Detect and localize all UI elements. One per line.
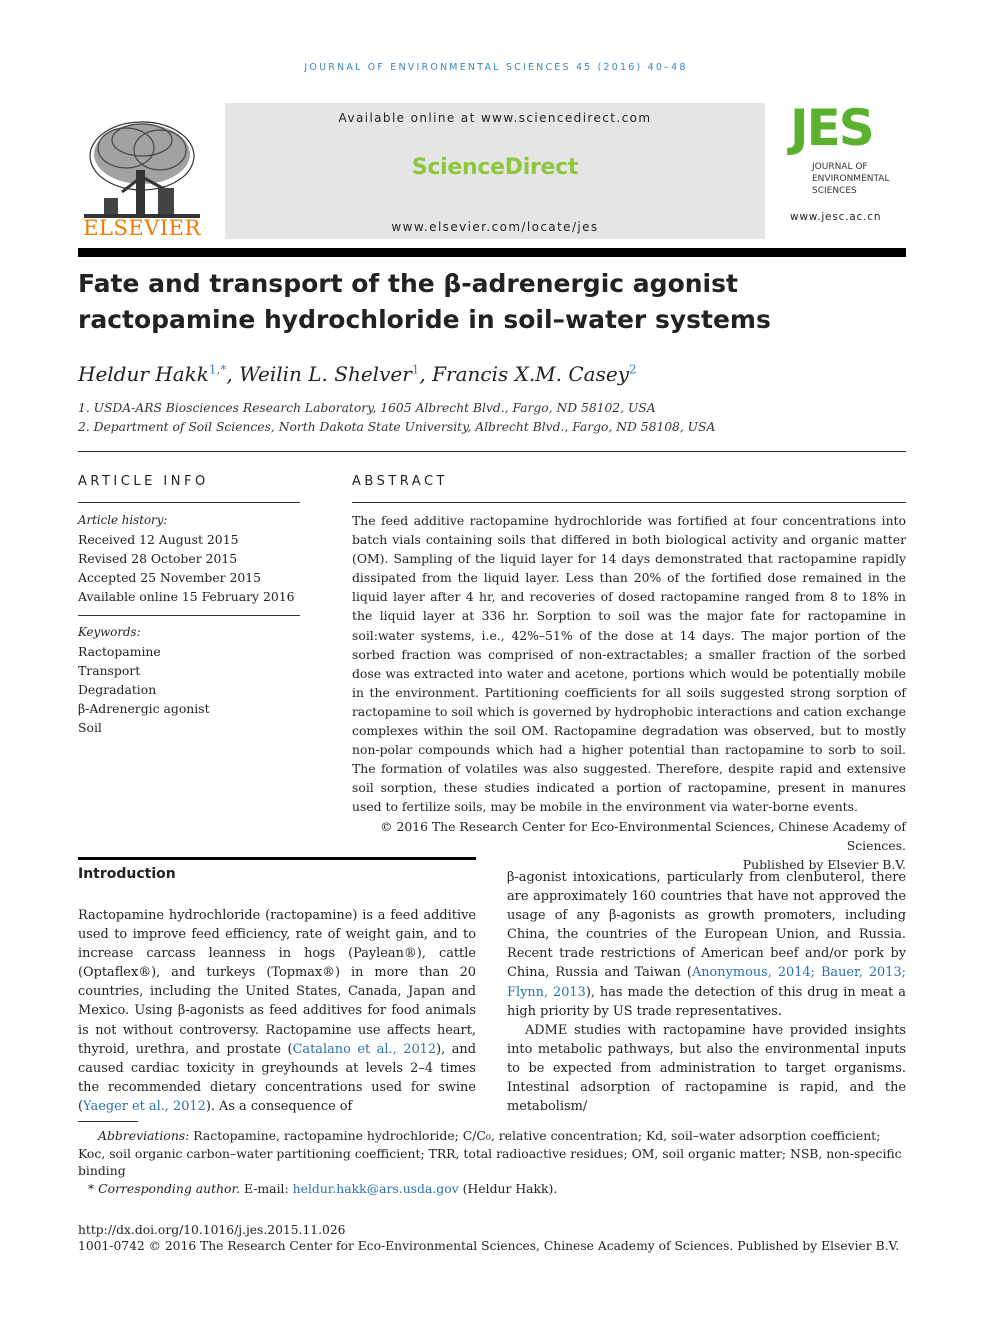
divider (352, 502, 906, 503)
intro-paragraph (507, 868, 906, 1021)
author-affil-sup[interactable]: 1,* (208, 362, 227, 377)
intro-paragraph (78, 906, 476, 1116)
history-label: Article history: (78, 513, 168, 527)
history-item: Revised 28 October 2015 (78, 551, 238, 567)
email-owner: (Heldur Hakk). (462, 1180, 558, 1196)
history-item: Accepted 25 November 2015 (78, 570, 262, 586)
citation-link[interactable]: Yaeger et al., 2012 (83, 1098, 206, 1114)
intro-text: ). As a consequence of (205, 1098, 353, 1114)
introduction-heading: Introduction (78, 866, 176, 882)
history-item: Available online 15 February 2016 (78, 589, 295, 605)
abbreviations-footnote (78, 1127, 906, 1180)
author-name[interactable]: Heldur Hakk (78, 362, 209, 386)
corresponding-footnote (78, 1180, 906, 1198)
author-affil-sup[interactable]: 2 (629, 362, 637, 377)
author-name[interactable]: Francis X.M. Casey (432, 362, 629, 386)
header-rule (78, 248, 906, 257)
abstract-heading: ABSTRACT (352, 474, 448, 489)
article-title: Fate and transport of the β-adrenergic agonist ractopamine hydrochloride in soil–water systems (78, 269, 771, 334)
abbreviations-label: Abbreviations: (98, 1128, 190, 1143)
abbreviations-text: Ractopamine, ractopamine hydrochloride; C/C₀, relative concentration; Kd, soil–water adsorption coefficient; Koc, soil organic carbon–water partitioning coefficient; TRR, total radioactive residues; OM, soil organic matter; NSB, non-specific binding (78, 1128, 902, 1178)
intro-text: β-agonist intoxications, particularly from clenbuterol, there are approximately 160 countries that have not approved the usage of any β-agonists as growth promoters, including China, the countries of the European Union, and Russia. Recent trade restrictions of American beef and/or pork by China, Russia and Taiwan ( (507, 870, 906, 981)
doi-link[interactable]: http://dx.doi.org/10.1016/j.jes.2015.11.026 (78, 1223, 346, 1237)
abstract-text: The feed additive ractopamine hydrochloride was fortified at four concentrations into batch vials containing soils that differed in both biological activity and organic matter (OM). Sampling of the liquid layer for 14 days demonstrated that ractopamine rapidly dissipated from the liquid layer. Less than 20% of the fortified dose remained in the liquid layer after 4 hr, and recoveries of dosed ractopamine ranged from 8 to 18% in the liquid layer at 336 hr. Sorption to soil was the major fate for ractopamine in soil:water systems, i.e., 42%–51% of the dose at 14 days. The major portion of the sorbed fraction was comprised of non-extractables; a smaller fraction of the sorbed dose was extracted into water and acetone, portions which would be potentially mobile in the environment. Partitioning coefficients for all soils suggested strong sorption of ractopamine to soil which is governed by hydrophobic interactions and cation exchange complexes within the soil OM. Ractopamine degradation was observed, but to mostly non-polar compounds which had a higher potential than ractopamine to sorb to soil. The formation of volatiles was also suggested. Therefore, despite rapid and extensive soil sorption, these studies indicated a portion of ractopamine, present in manures used to fertilize soils, may be mobile in the environment via water-borne events. (352, 513, 906, 815)
author-affil-sup[interactable]: 1 (411, 362, 420, 377)
history-item: Received 12 August 2015 (78, 532, 239, 548)
keyword: Ractopamine (78, 644, 161, 660)
intro-text: ), and caused cardiac toxicity in greyhounds at levels 2–4 times the recommended dietary concentrations used for swine ( (78, 1041, 476, 1114)
keyword: Transport (78, 663, 141, 679)
intro-left-column (78, 906, 476, 1116)
abstract (352, 511, 906, 874)
section-rule-left (78, 857, 476, 860)
divider (78, 451, 906, 452)
intro-text: ), has made the detection of this drug in meat a high priority by US trade representatives. (507, 984, 906, 1019)
keyword: Degradation (78, 682, 157, 698)
article-info-heading: ARTICLE INFO (78, 474, 209, 489)
divider (78, 615, 300, 616)
keywords (78, 623, 300, 738)
intro-text: Ractopamine hydrochloride (ractopamine) is a feed additive used to improve feed efficiency, rate of weight gain, and to increase carcass leanness in hogs (Paylean®), cattle (Optaflex®), and turkeys (Topmax®) in more than 20 countries, including the United States, Canada, Japan and Mexico. Using β-agonists as feed additives for food animals is not without controversy. Ractopamine use affects heart, thyroid, urethra, and prostate ( (78, 908, 476, 1057)
article-history (78, 511, 300, 606)
elsevier-wordmark: ELSEVIER (83, 216, 201, 240)
jes-url[interactable]: www.jesc.ac.cn (790, 211, 882, 223)
divider (78, 502, 300, 503)
keywords-label: Keywords: (78, 625, 141, 639)
corresponding-label: * Corresponding author. (88, 1180, 241, 1196)
citation-link[interactable]: Catalano et al., 2012 (292, 1041, 437, 1057)
abstract-copyright: © 2016 The Research Center for Eco-Environmental Sciences, Chinese Academy of Sciences. (380, 818, 906, 853)
elsevier-locate-url[interactable]: www.elsevier.com/locate/jes (391, 220, 599, 234)
affiliation-2: 2. Department of Soil Sciences, North Dakota State University, Albrecht Blvd., Fargo, ND 58108, USA (78, 420, 716, 434)
footnote-rule (78, 1121, 138, 1122)
issn-copyright-line: 1001-0742 © 2016 The Research Center for Eco-Environmental Sciences, Chinese Academy of Sciences. Published by Elsevier B.V. (78, 1239, 900, 1253)
jes-logo-subtitle: JOURNAL OF ENVIRONMENTAL SCIENCES (812, 162, 890, 196)
abstract-publisher: Published by Elsevier B.V. (742, 856, 906, 872)
author-name[interactable]: Weilin L. Shelver (239, 362, 412, 386)
email-link[interactable]: heldur.hakk@ars.usda.gov (292, 1180, 459, 1196)
journal-citation-line: JOURNAL OF ENVIRONMENTAL SCIENCES 45 (2016) 40–48 (304, 62, 688, 73)
available-online-text[interactable]: Available online at www.sciencedirect.com (338, 111, 652, 125)
affiliation-1: 1. USDA-ARS Biosciences Research Laboratory, 1605 Albrecht Blvd., Fargo, ND 58102, USA (78, 401, 656, 415)
intro-paragraph: ADME studies with ractopamine have provided insights into metabolic pathways, but also the environmental inputs to be expected from administration to target organisms. Intestinal adsorption of ractopamine is rapid, and the metabolism/ (507, 1022, 906, 1115)
email-label: E-mail: (243, 1180, 289, 1196)
jes-logo: JES (790, 99, 873, 157)
keyword: β-Adrenergic agonist (78, 701, 210, 717)
keyword: Soil (78, 720, 102, 736)
intro-right-column (507, 868, 906, 1116)
author-list: Heldur Hakk$^{1,*}$, Weilin L. Shelver$^1$, Francis X.M. Casey$^2$ (78, 362, 637, 386)
footnotes (78, 1127, 906, 1197)
citation-link[interactable]: Anonymous, 2014; Bauer, 2013; Flynn, 2013 (507, 965, 906, 1000)
sciencedirect-logo[interactable]: ScienceDirect (411, 155, 579, 180)
